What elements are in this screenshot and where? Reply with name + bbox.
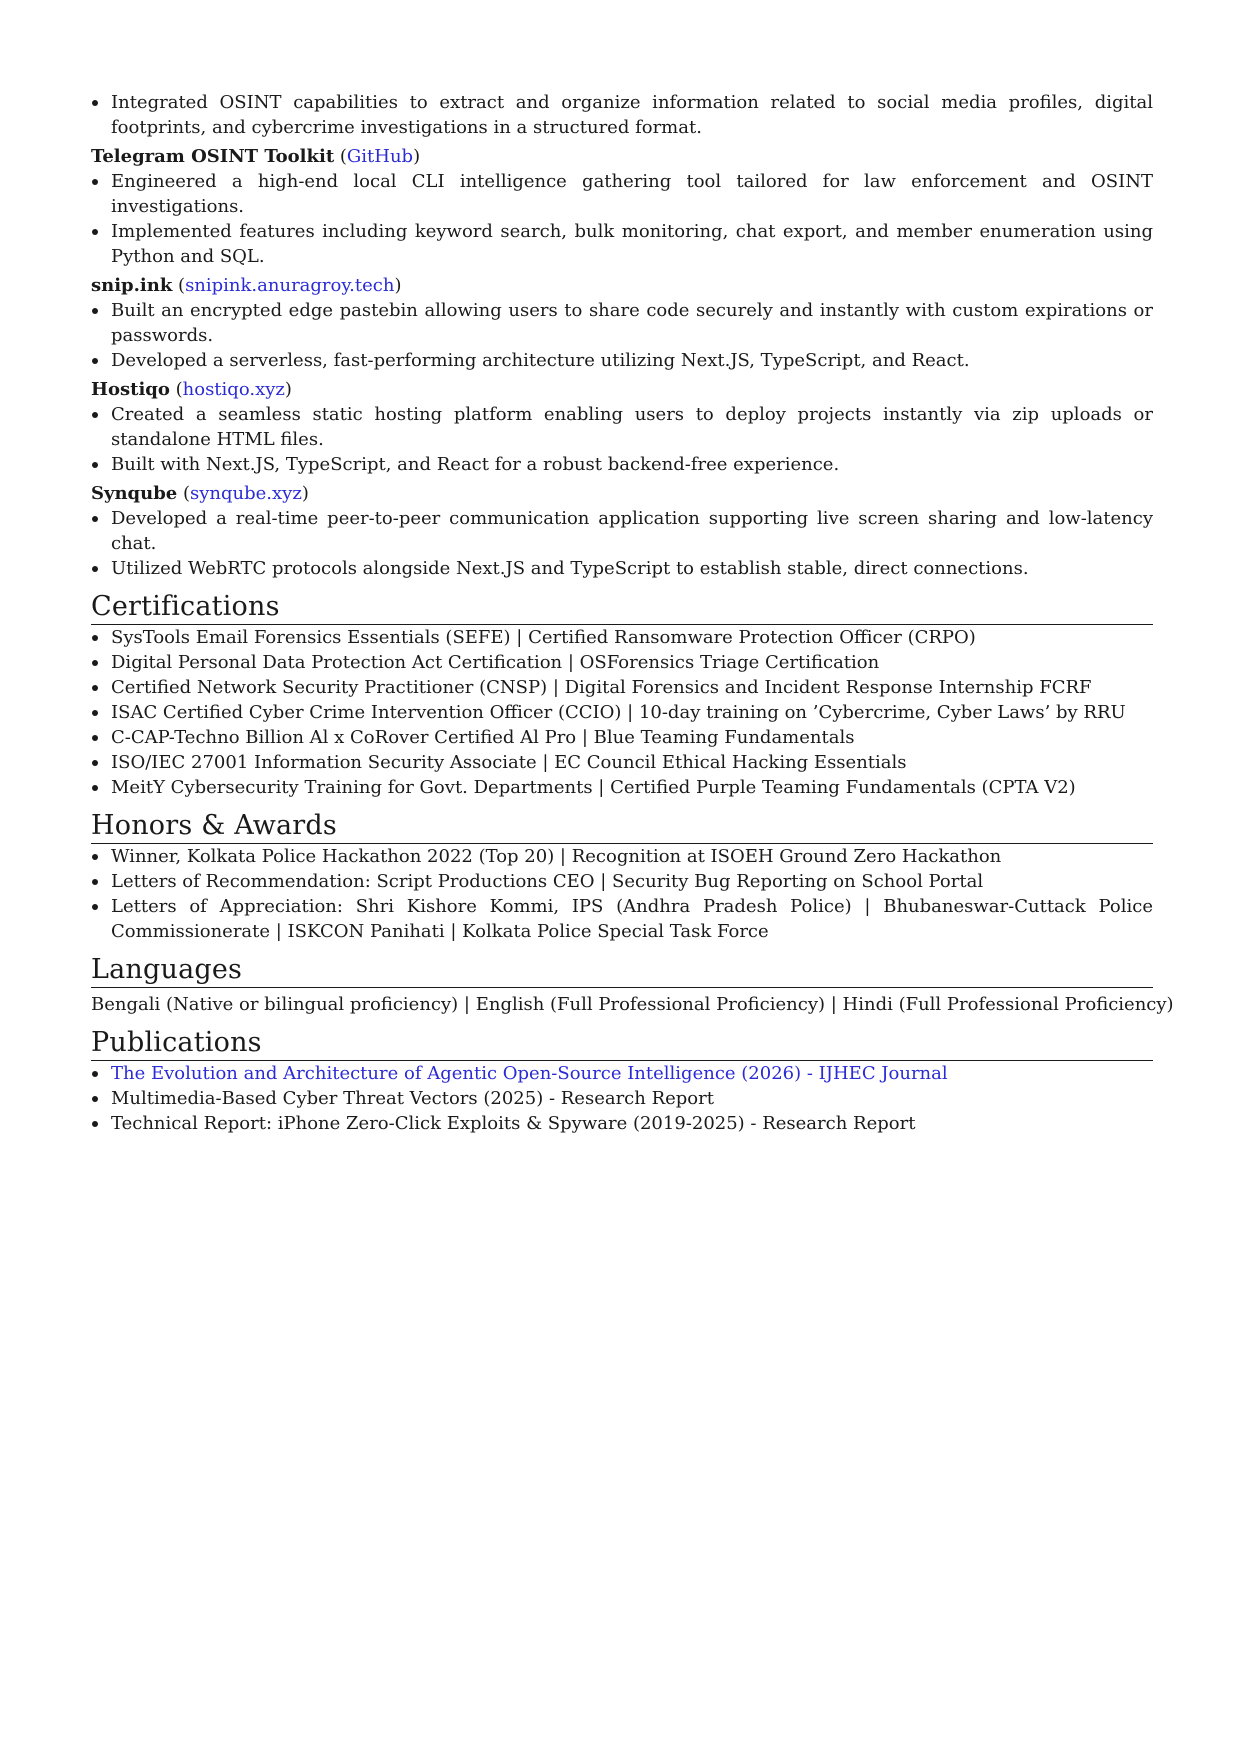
- project-name: Synqube: [91, 483, 178, 504]
- project-bullet-list: [91, 298, 1153, 373]
- publication-link[interactable]: The Evolution and Architecture of Agentic Open-Source Intelligence (2026) - IJHEC Journal: [111, 1063, 948, 1084]
- certifications-list: [91, 625, 1153, 800]
- project-heading: Hostiqo (hostiqo.xyz): [91, 379, 292, 400]
- project-heading: Synqube (synqube.xyz): [91, 483, 309, 504]
- certification-item: SysTools Email Forensics Essentials (SEFE) | Certified Ransomware Protection Officer (CRPO): [91, 625, 1153, 650]
- certification-item: MeitY Cybersecurity Training for Govt. Departments | Certified Purple Teaming Fundamentals (CPTA V2): [91, 775, 1153, 800]
- honor-item: Letters of Recommendation: Script Productions CEO | Security Bug Reporting on School Portal: [91, 869, 1153, 894]
- languages-section: [91, 954, 1174, 1017]
- honors-section: [91, 810, 1153, 944]
- publications-list: [91, 1061, 1153, 1136]
- project-telegram-osint-toolkit: [91, 144, 1153, 269]
- section-title: Honors & Awards: [91, 810, 1153, 844]
- publication-item: Multimedia-Based Cyber Threat Vectors (2025) - Research Report: [91, 1086, 1153, 1111]
- project-link[interactable]: hostiqo.xyz: [182, 379, 285, 400]
- certification-item: ISO/IEC 27001 Information Security Associate | EC Council Ethical Hacking Essentials: [91, 750, 1153, 775]
- project-bullet: Developed a real-time peer-to-peer communication application supporting live screen sharing and low-latency chat.: [91, 506, 1153, 556]
- project-link[interactable]: GitHub: [346, 146, 414, 167]
- section-title: Certifications: [91, 591, 1153, 625]
- project-synqube: [91, 481, 1153, 581]
- project-bullet: Engineered a high-end local CLI intelligence gathering tool tailored for law enforcement and OSINT investigations.: [91, 169, 1153, 219]
- project-bullet: Built an encrypted edge pastebin allowing users to share code securely and instantly with custom expirations or passwords.: [91, 298, 1153, 348]
- certification-item: Digital Personal Data Protection Act Certification | OSForensics Triage Certification: [91, 650, 1153, 675]
- publications-section: [91, 1027, 1153, 1136]
- project-bullet: Built with Next.JS, TypeScript, and React for a robust backend-free experience.: [91, 452, 1153, 477]
- project-link[interactable]: snipink.anuragroy.tech: [185, 275, 395, 296]
- intro-bullet: Integrated OSINT capabilities to extract and organize information related to social media profiles, digital footprints, and cybercrime investigations in a structured format.: [91, 90, 1153, 140]
- project-heading: snip.ink (snipink.anuragroy.tech): [91, 275, 402, 296]
- section-title: Languages: [91, 954, 1153, 988]
- honor-item: Letters of Appreciation: Shri Kishore Kommi, IPS (Andhra Pradesh Police) | Bhubaneswar-Cuttack Police Commissionerate | ISKCON Panihati | Kolkata Police Special Task Force: [91, 894, 1153, 944]
- project-bullet-list: [91, 169, 1153, 269]
- section-title: Publications: [91, 1027, 1153, 1061]
- resume-content: [91, 90, 1174, 1136]
- project-bullet: Created a seamless static hosting platform enabling users to deploy projects instantly via zip uploads or standalone HTML files.: [91, 402, 1153, 452]
- project-bullet: Utilized WebRTC protocols alongside Next.JS and TypeScript to establish stable, direct connections.: [91, 556, 1153, 581]
- project-snip-ink: [91, 273, 1153, 373]
- project-link[interactable]: synqube.xyz: [190, 483, 302, 504]
- project-hostiqo: [91, 377, 1153, 477]
- project-bullet: Developed a serverless, fast-performing architecture utilizing Next.JS, TypeScript, and React.: [91, 348, 1153, 373]
- project-name: Telegram OSINT Toolkit: [91, 146, 335, 167]
- project-bullet-list: [91, 402, 1153, 477]
- project-heading: Telegram OSINT Toolkit (GitHub): [91, 146, 421, 167]
- languages-text: Bengali (Native or bilingual proficiency) | English (Full Professional Proficiency) | Hindi (Full Professional Proficiency): [91, 994, 1174, 1015]
- publication-item: Technical Report: iPhone Zero-Click Exploits & Spyware (2019-2025) - Research Report: [91, 1111, 1153, 1136]
- certifications-section: [91, 591, 1153, 800]
- publication-item[interactable]: [91, 1061, 1153, 1086]
- honor-item: Winner, Kolkata Police Hackathon 2022 (Top 20) | Recognition at ISOEH Ground Zero Hackathon: [91, 844, 1153, 869]
- project-bullet-list: [91, 506, 1153, 581]
- certification-item: C-CAP-Techno Billion Al x CoRover Certified Al Pro | Blue Teaming Fundamentals: [91, 725, 1153, 750]
- project-bullet: Implemented features including keyword search, bulk monitoring, chat export, and member enumeration using Python and SQL.: [91, 219, 1153, 269]
- project-name: Hostiqo: [91, 379, 170, 400]
- certification-item: Certified Network Security Practitioner (CNSP) | Digital Forensics and Incident Response Internship FCRF: [91, 675, 1153, 700]
- honors-list: [91, 844, 1153, 944]
- project-name: snip.ink: [91, 275, 173, 296]
- certification-item: ISAC Certified Cyber Crime Intervention Officer (CCIO) | 10-day training on ’Cybercrime, Cyber Laws’ by RRU: [91, 700, 1153, 725]
- intro-bullet-list: [91, 90, 1153, 140]
